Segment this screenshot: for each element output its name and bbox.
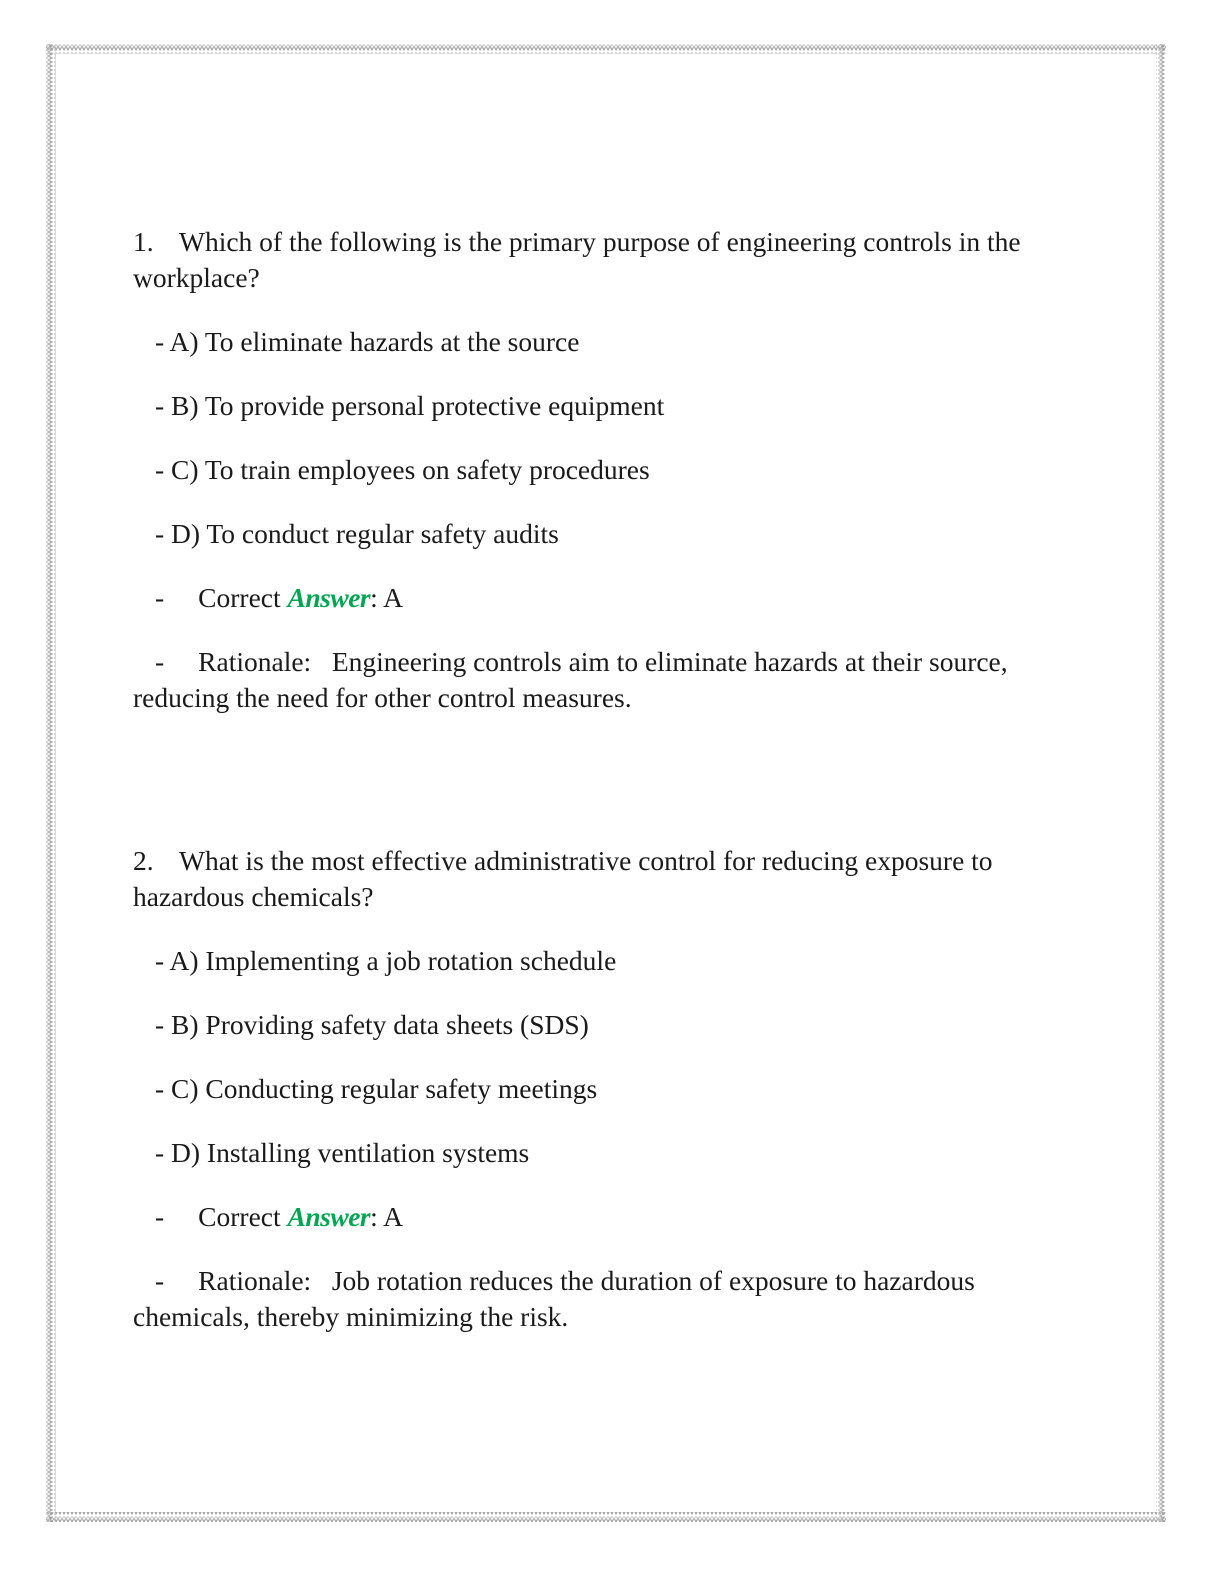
option-c: - C) To train employees on safety procedures: [155, 454, 650, 485]
option-d: - D) To conduct regular safety audits: [155, 518, 559, 549]
bullet-dash: -: [155, 582, 165, 613]
rationale: [133, 1263, 1093, 1335]
question-number: 1.: [133, 226, 154, 257]
answer-prefix: Correct: [198, 582, 288, 613]
question-stem: [133, 843, 1093, 915]
answer-highlight: Answer: [287, 582, 371, 613]
bullet-dash: -: [155, 1201, 165, 1232]
answer-prefix: Correct: [198, 1201, 288, 1232]
rationale-text: Engineering controls aim to eliminate hazards at their source, reducing the need for other control measures.: [133, 646, 1008, 713]
bullet-dash: -: [155, 1265, 165, 1296]
rationale-label: Rationale:: [198, 1265, 312, 1296]
answer-value: : A: [370, 582, 403, 613]
option-b: - B) Providing safety data sheets (SDS): [155, 1009, 589, 1040]
question-number: 2.: [133, 845, 154, 876]
option-a: - A) Implementing a job rotation schedule: [155, 945, 617, 976]
option-b: - B) To provide personal protective equipment: [155, 390, 665, 421]
bullet-dash: -: [155, 646, 165, 677]
question-text: What is the most effective administrative control for reducing exposure to hazardous chemicals?: [133, 845, 993, 912]
answer-highlight: Answer: [287, 1201, 371, 1232]
option-a: - A) To eliminate hazards at the source: [155, 326, 580, 357]
rationale: [133, 644, 1093, 716]
question-stem: [133, 224, 1093, 296]
option-c: - C) Conducting regular safety meetings: [155, 1073, 598, 1104]
answer-value: : A: [370, 1201, 403, 1232]
question-1: [133, 224, 1093, 716]
rationale-label: Rationale:: [198, 646, 312, 677]
rationale-text: Job rotation reduces the duration of exposure to hazardous chemicals, thereby minimizing the risk.: [133, 1265, 975, 1332]
option-d: - D) Installing ventilation systems: [155, 1137, 530, 1168]
correct-answer: [133, 580, 1093, 616]
question-2: [133, 843, 1093, 1335]
document-content: [133, 224, 1093, 1335]
question-text: Which of the following is the primary purpose of engineering controls in the workplace?: [133, 226, 1021, 293]
correct-answer: [133, 1199, 1093, 1235]
